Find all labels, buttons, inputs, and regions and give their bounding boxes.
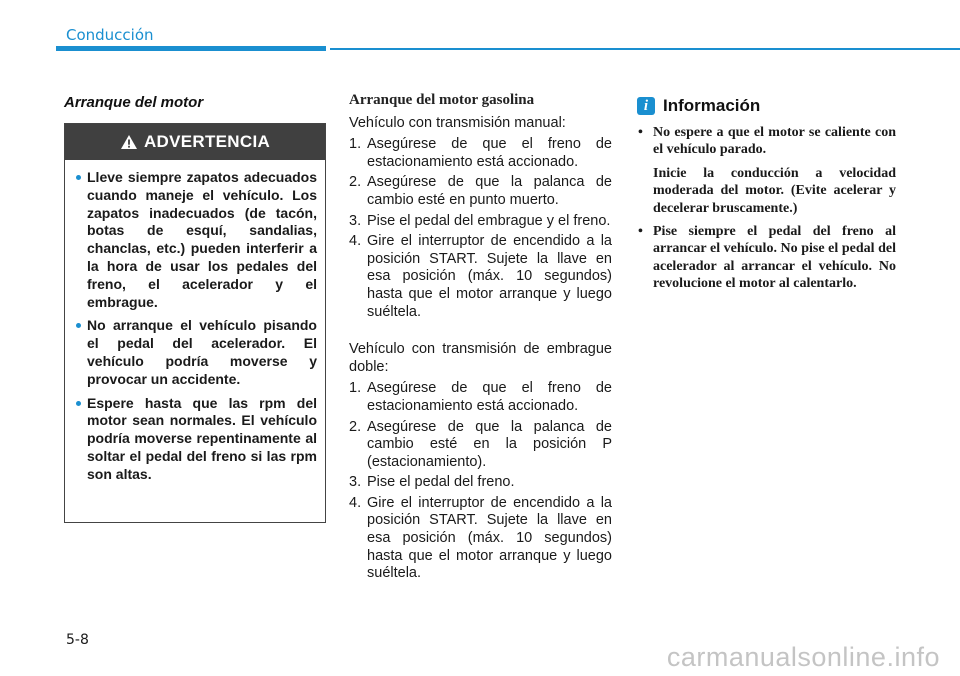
- info-icon: i: [637, 97, 655, 115]
- info-list: [637, 124, 896, 293]
- info-column: [637, 96, 896, 299]
- manual-steps: [349, 136, 612, 321]
- warning-title: ADVERTENCIA: [143, 132, 271, 151]
- step-item: 1. Asegúrese de que el freno de estacionamiento está accionado.: [349, 380, 612, 414]
- info-item: • Pise siempre el pedal del freno al arrancar el vehículo. No pise el pedal del acelerador al arrancar el vehículo. No revolucione el motor al calentarlo.: [638, 224, 896, 292]
- warning-list: [65, 160, 325, 484]
- step-item: 3. Pise el pedal del embrague y el freno.: [349, 212, 611, 229]
- warning-item: Lleve siempre zapatos adecuados cuando maneje el vehículo. Los zapatos inadecuados (de tacón, botas de esquí, sandalias, chanclas, etc.) pueden interferir a la hora de usar los pedales del freno, el acelerador y el embrague.: [87, 169, 317, 311]
- step-item: 2. Asegúrese de que la palanca de cambio esté en la posición P (estacionamiento).: [349, 418, 612, 470]
- info-header: [637, 96, 896, 116]
- bullet-dot: [76, 401, 81, 406]
- warning-item: Espere hasta que las rpm del motor sean normales. El vehículo podría moverse repentinamente al soltar el pedal del freno si las rpm son altas.: [87, 395, 317, 484]
- step-item: 4. Gire el interruptor de encendido a la posición START. Sujete la llave en esa posición (máx. 10 segundos) hasta que el motor arranque y luego suéltela.: [349, 233, 612, 320]
- header-rule-thick: [56, 46, 326, 51]
- warning-box: [64, 123, 326, 523]
- header-rule-thin: [330, 48, 960, 50]
- bullet-dot: [76, 323, 81, 328]
- warning-header: [65, 124, 325, 160]
- spacer: [349, 324, 612, 341]
- bullet: •: [638, 224, 643, 240]
- bullet: •: [638, 125, 643, 140]
- watermark: carmanualsonline.info: [666, 642, 940, 672]
- info-title: Información: [663, 96, 761, 115]
- subsection-heading: Arranque del motor: [64, 94, 204, 111]
- warning-item: No arranque el vehículo pisando el pedal del acelerador. El vehículo podría moverse y provocar un accidente.: [87, 317, 317, 388]
- step-item: 4. Gire el interruptor de encendido a la posición START. Sujete la llave en esa posición (máx. 10 segundos) hasta que el motor arranque y luego suéltela.: [349, 494, 612, 582]
- warning-triangle-icon: [120, 134, 138, 150]
- procedure-column: [349, 92, 612, 586]
- step-item: 1. Asegúrese de que el freno de estacionamiento está accionado.: [349, 136, 612, 170]
- bullet-dot: [76, 175, 81, 180]
- manual-intro: Vehículo con transmisión manual:: [349, 114, 566, 131]
- dct-steps: [349, 380, 612, 583]
- procedure-heading: Arranque del motor gasolina: [349, 92, 535, 108]
- dct-intro: Vehículo con transmisión de embrague doble:: [349, 341, 612, 375]
- step-item: 3. Pise el pedal del freno.: [349, 474, 515, 491]
- info-subparagraph: Inicie la conducción a velocidad moderada del motor. (Evite acelerar y decelerar bruscamente.): [653, 165, 896, 216]
- page-number: 5-8: [66, 632, 89, 648]
- step-item: 2. Asegúrese de que la palanca de cambio esté en punto muerto.: [349, 174, 612, 208]
- section-title: Conducción: [66, 26, 154, 44]
- info-item: • No espere a que el motor se caliente con el vehículo parado. Inicie la conducción a velocidad moderada del motor. (Evite acelerar y decelerar bruscamente.): [638, 125, 896, 216]
